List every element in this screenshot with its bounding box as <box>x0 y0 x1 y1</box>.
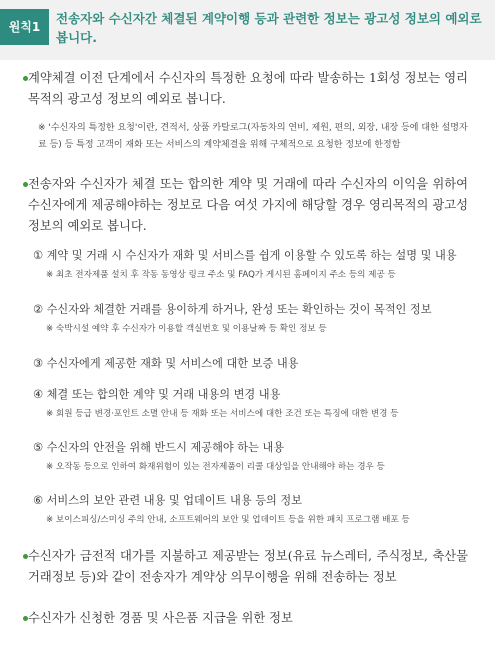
bullet-dot-icon <box>23 182 28 187</box>
bullet-item-3 <box>28 546 468 588</box>
bullet-dot-icon <box>23 616 28 621</box>
list-item-6-note: ※ 보이스피싱/스미싱 주의 안내, 소프트웨어의 보안 및 업데이트 등을 위한 패치 프로그램 배포 등 <box>46 515 410 525</box>
list-item-4: ④ 체결 또는 합의한 계약 및 거래 내용의 변경 내용 <box>33 388 281 401</box>
list-item-3: ③ 수신자에게 제공한 재화 및 서비스에 대한 보증 내용 <box>33 357 299 370</box>
bullet-item-2 <box>28 174 468 237</box>
principle-badge: 원칙1 <box>0 9 49 45</box>
list-item-5-note: ※ 오작동 등으로 인하여 화재위험이 있는 전자제품이 리콜 대상임을 안내해야 하는 경우 등 <box>46 462 385 472</box>
bullet-text: 수신자가 금전적 대가를 지불하고 제공받는 정보(유료 뉴스레터, 주식정보, 축산물 거래정보 등)와 같이 전송자가 계약상 의무이행을 위해 전송하는 정보 <box>28 549 468 584</box>
bullet-dot-icon <box>23 554 28 559</box>
list-item-5: ⑤ 수신자의 안전을 위해 반드시 제공해야 하는 내용 <box>33 441 285 454</box>
principle-title: 전송자와 수신자간 체결된 계약이행 등과 관련한 정보는 광고성 정보의 예외로 봅니다. <box>56 11 482 45</box>
bullet-item-1 <box>28 68 468 110</box>
bullet-text: 전송자와 수신자가 체결 또는 합의한 계약 및 거래에 따라 수신자의 이익을 위하여 수신자에게 제공해야하는 정보로 다음 여섯 가지에 해당할 경우 영리목적의 광고성 정보의 예외로 봅니다. <box>28 177 468 233</box>
list-item-1-note: ※ 최초 전자제품 설치 후 작동 동영상 링크 주소 및 FAQ가 게시된 홈페이지 주소 등의 제공 등 <box>46 270 396 280</box>
bullet-text: 계약체결 이전 단계에서 수신자의 특정한 요청에 따라 발송하는 1회성 정보는 영리목적의 광고성 정보의 예외로 봅니다. <box>28 71 468 106</box>
list-item-1: ① 계약 및 거래 시 수신자가 재화 및 서비스를 쉽게 이용할 수 있도록 하는 설명 및 내용 <box>33 249 457 262</box>
bullet-text: 수신자가 신청한 경품 및 사은품 지급을 위한 정보 <box>28 611 293 625</box>
list-item-2-note: ※ 숙박시설 예약 후 수신자가 이용할 객실번호 및 이용날짜 등 확인 정보 등 <box>46 324 327 334</box>
note-specific-request: ※ '수신자의 특정한 요청'이란, 견적서, 상품 카탈로그(자동차의 연비, 제원, 편의, 외장, 내장 등에 대한 설명자료 등) 등 특정 고객이 재화 또는 서비스의 계약체결을 위해 구체적으로 요청한 정보에 한정함 <box>38 123 468 150</box>
list-item-6: ⑥ 서비스의 보안 관련 내용 및 업데이트 내용 등의 정보 <box>33 494 302 507</box>
bullet-dot-icon <box>23 76 28 81</box>
list-item-2: ② 수신자와 체결한 거래를 용이하게 하거나, 완성 또는 확인하는 것이 목적인 정보 <box>33 303 432 316</box>
principle-header <box>0 0 495 60</box>
list-item-4-note: ※ 회원 등급 변경·포인트 소멸 안내 등 재화 또는 서비스에 대한 조건 또는 특징에 대한 변경 등 <box>46 409 399 419</box>
bullet-item-4 <box>28 608 468 629</box>
